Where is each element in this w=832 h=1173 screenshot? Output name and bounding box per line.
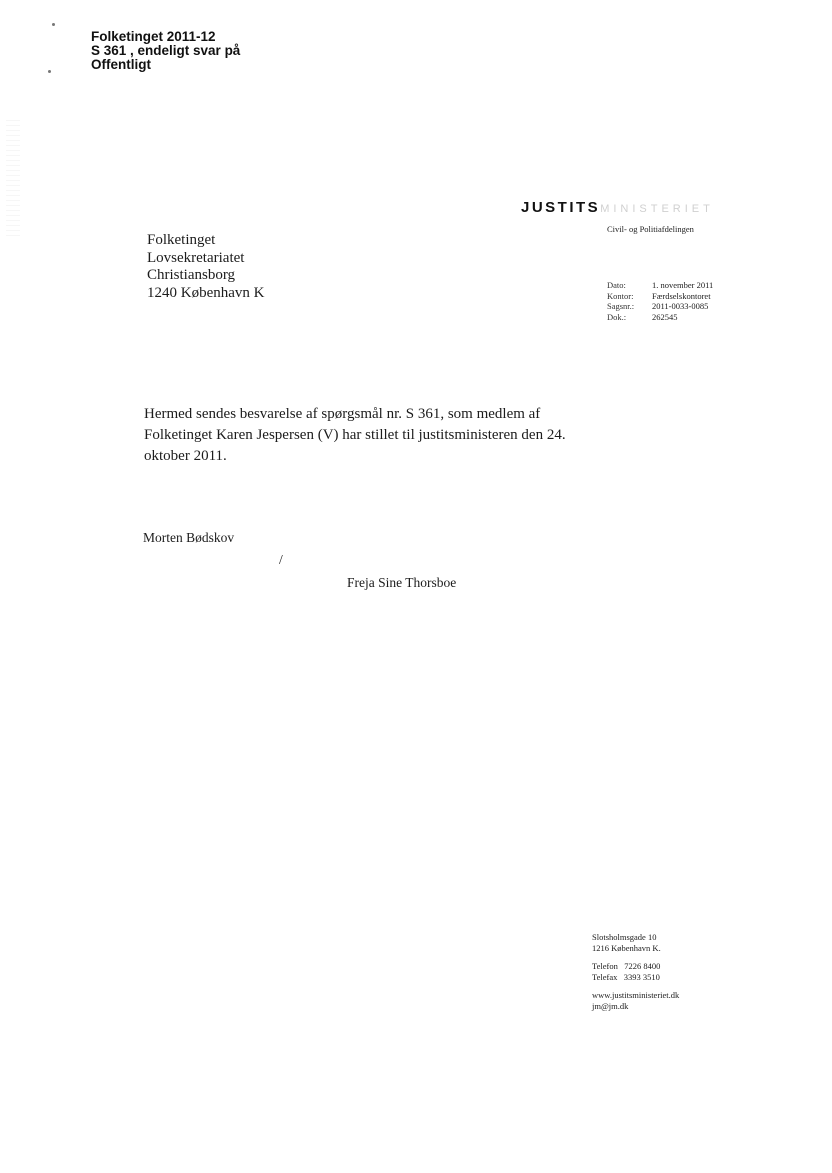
signature-slash: / [279,552,283,567]
date-label: Dato: [607,280,626,290]
address-phone: Telefon 7226 8400 [592,961,661,971]
recipient-line: Christiansborg [147,267,236,283]
address-city: 1216 København K. [592,942,661,953]
meta-row-case [607,301,713,312]
stamp-line-question: S 361 , endeligt svar på [91,43,241,58]
office-label: Kontor: [607,290,634,301]
scan-mark [52,23,55,26]
address-email: jm@jm.dk [592,1000,629,1011]
recipient-address [147,232,264,302]
case-label: Sagsnr.: [607,301,635,311]
scan-mark [48,70,51,73]
doc-value: 262545 [652,311,678,322]
recipient-line: 1240 København K [147,284,265,301]
office-value: Færdselskontoret [652,290,711,301]
parliament-stamp [91,30,240,72]
meta-row-date [607,280,713,291]
address-street: Slotsholmsgade 10 [592,932,657,942]
ministry-logo [521,199,714,216]
recipient-line: Lovsekretariatet [147,249,245,266]
date-value: 1. november 2011 [652,280,714,290]
address-fax: Telefax 3393 3510 [592,971,660,982]
co-signer-name: Freja Sine Thorsboe [347,575,457,590]
doc-label: Dok.: [607,311,627,322]
stamp-line-status: Offentligt [91,57,151,72]
ministry-address [592,932,679,1011]
letter-body: Hermed sendes besvarelse af spørgsmål nr. S 361, som medlem af Folketinget Karen Jespersen (V) har stillet til justitsministeren den 24. oktober 2011. [144,406,566,464]
address-website: www.justitsministeriet.dk [592,990,680,1000]
case-value: 2011-0033-0085 [652,301,709,311]
letter-metadata [607,280,713,322]
department-name: Civil- og Politiafdelingen [607,224,694,234]
stamp-line-session: Folketinget 2011-12 [91,29,216,44]
recipient-line: Folketinget [147,232,216,248]
signer-name: Morten Bødskov [143,530,235,545]
meta-row-office [607,291,713,302]
scan-speckle [6,120,20,240]
meta-row-doc [607,312,713,323]
logo-faint-text: MINISTERIET [600,203,714,215]
logo-strong-text: JUSTITS [521,199,601,216]
